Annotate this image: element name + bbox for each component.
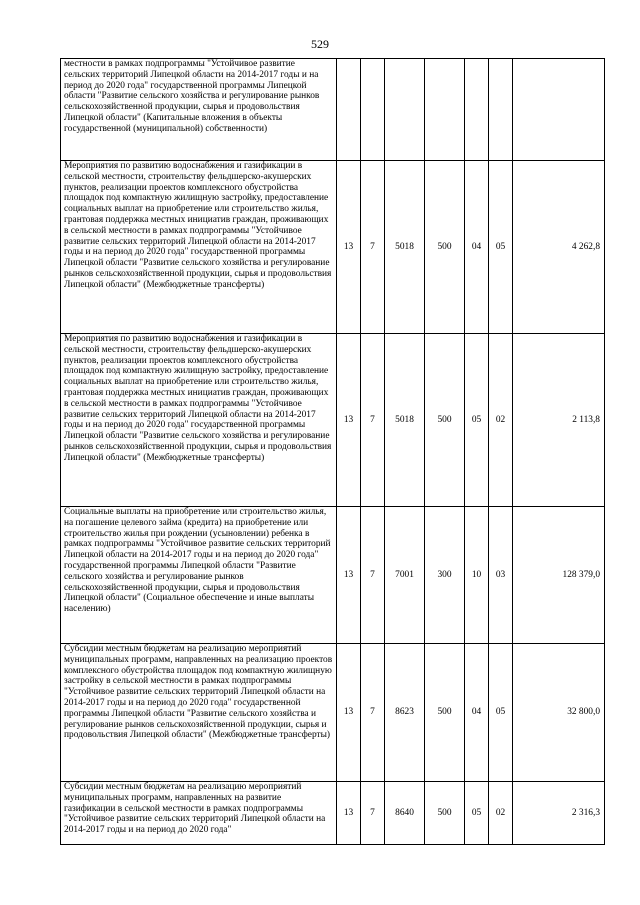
- cell-amount: 4 262,8: [513, 161, 605, 334]
- cell-code-2: [361, 59, 385, 161]
- cell-code-2: 7: [361, 161, 385, 334]
- table-row: [61, 782, 605, 845]
- cell-code-1: 13: [337, 334, 361, 507]
- cell-code-5: 05: [465, 782, 489, 845]
- cell-code-4: [425, 59, 465, 161]
- cell-code-2: 7: [361, 334, 385, 507]
- cell-code-6: 03: [489, 507, 513, 644]
- cell-amount: 32 800,0: [513, 644, 605, 782]
- table-row: [61, 644, 605, 782]
- table-row: [61, 507, 605, 644]
- table-row: [61, 161, 605, 334]
- row-description: Мероприятия по развитию водоснабжения и газификации в сельской местности, строительству фельдшерско-акушерских пунктов, реализации проектов комплексного обустройства площадок под компактную жилищную застройку, предоставление социальных выплат на приобретение или строительство жилья, грантовая поддержка местных инициатив граждан, проживающих в сельской местности в рамках подпрограммы "Устойчивое развитие сельских территорий Липецкой области на 2014-2017 годы и на период до 2020 года" государственной программы Липецкой области "Развитие сельского хозяйства и регулирование рынков сельскохозяйственной продукции, сырья и продовольствия Липецкой области" (Межбюджетные трансферты): [61, 161, 337, 334]
- cell-code-3: 7001: [385, 507, 425, 644]
- cell-amount: 2 316,3: [513, 782, 605, 845]
- cell-code-4: 500: [425, 644, 465, 782]
- cell-code-4: 500: [425, 161, 465, 334]
- row-description: местности в рамках подпрограммы "Устойчивое развитие сельских территорий Липецкой области на 2014-2017 годы и на период до 2020 года" государственной программы Липецкой области "Развитие сельского хозяйства и регулирование рынков сельскохозяйственной продукции, сырья и продовольствия Липецкой области" (Капитальные вложения в объекты государственной (муниципальной) собственности): [61, 59, 337, 161]
- cell-code-3: 8640: [385, 782, 425, 845]
- cell-code-3: 8623: [385, 644, 425, 782]
- cell-code-4: 500: [425, 334, 465, 507]
- cell-code-6: 02: [489, 334, 513, 507]
- cell-code-3: [385, 59, 425, 161]
- cell-code-1: 13: [337, 507, 361, 644]
- budget-table: [60, 58, 605, 845]
- cell-code-5: 10: [465, 507, 489, 644]
- cell-code-6: 05: [489, 644, 513, 782]
- table-row: [61, 59, 605, 161]
- cell-code-6: 02: [489, 782, 513, 845]
- cell-code-2: 7: [361, 644, 385, 782]
- cell-amount: 2 113,8: [513, 334, 605, 507]
- cell-amount: 128 379,0: [513, 507, 605, 644]
- row-description: Социальные выплаты на приобретение или строительство жилья, на погашение целевого займа (кредита) на приобретение или строительство жилья при рождении (усыновлении) ребенка в рамках подпрограммы "Устойчивое развитие сельских территорий Липецкой области на 2014-2017 годы и на период до 2020 года" государственной программы Липецкой области "Развитие сельского хозяйства и регулирование рынков сельскохозяйственной продукции, сырья и продовольствия Липецкой области" (Социальное обеспечение и иные выплаты населению): [61, 507, 337, 644]
- cell-code-1: 13: [337, 782, 361, 845]
- cell-code-6: [489, 59, 513, 161]
- cell-code-1: 13: [337, 161, 361, 334]
- cell-amount: [513, 59, 605, 161]
- row-description: Субсидии местным бюджетам на реализацию мероприятий муниципальных программ, направленных на реализацию проектов комплексного обустройства площадок под компактную жилищную застройку в сельской местности в рамках подпрограммы "Устойчивое развитие сельских территорий Липецкой области на 2014-2017 годы и на период до 2020 года" государственной программы Липецкой области "Развитие сельского хозяйства и регулирование рынков сельскохозяйственной продукции, сырья и продовольствия Липецкой области" (Межбюджетные трансферты): [61, 644, 337, 782]
- cell-code-1: [337, 59, 361, 161]
- cell-code-4: 300: [425, 507, 465, 644]
- row-description: Мероприятия по развитию водоснабжения и газификации в сельской местности, строительству фельдшерско-акушерских пунктов, реализации проектов комплексного обустройства площадок под компактную жилищную застройку, предоставление социальных выплат на приобретение или строительство жилья, грантовая поддержка местных инициатив граждан, проживающих в сельской местности в рамках подпрограммы "Устойчивое развитие сельских территорий Липецкой области на 2014-2017 годы и на период до 2020 года" государственной программы Липецкой области "Развитие сельского хозяйства и регулирование рынков сельскохозяйственной продукции, сырья и продовольствия Липецкой области" (Межбюджетные трансферты): [61, 334, 337, 507]
- cell-code-3: 5018: [385, 161, 425, 334]
- cell-code-5: 04: [465, 644, 489, 782]
- row-description: Субсидии местным бюджетам на реализацию мероприятий муниципальных программ, направленных на развитие газификации в сельской местности в рамках подпрограммы "Устойчивое развитие сельских территорий Липецкой области на 2014-2017 годы и на период до 2020 года": [61, 782, 337, 845]
- cell-code-4: 500: [425, 782, 465, 845]
- cell-code-5: 05: [465, 334, 489, 507]
- table-row: [61, 334, 605, 507]
- cell-code-2: 7: [361, 782, 385, 845]
- cell-code-6: 05: [489, 161, 513, 334]
- cell-code-5: 04: [465, 161, 489, 334]
- cell-code-1: 13: [337, 644, 361, 782]
- cell-code-2: 7: [361, 507, 385, 644]
- cell-code-3: 5018: [385, 334, 425, 507]
- page-number: 529: [311, 37, 329, 51]
- cell-code-5: [465, 59, 489, 161]
